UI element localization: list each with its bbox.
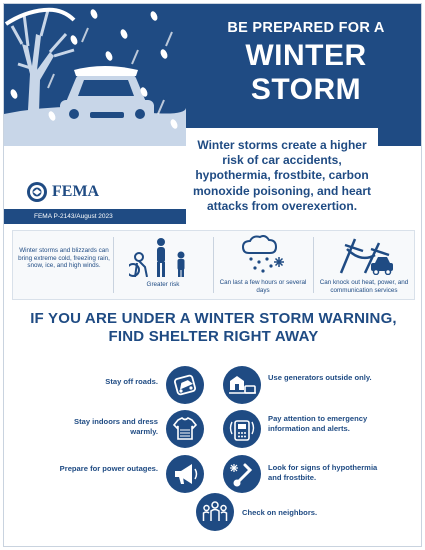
- title-line-1: BE PREPARED FOR A: [227, 20, 385, 36]
- risk-strip: [12, 230, 415, 300]
- action-label: Look for signs of hypothermia and frostbite.: [268, 463, 378, 482]
- risk-item-outages: [315, 231, 413, 299]
- risk-label: Can knock out heat, power, and communication services: [319, 279, 409, 294]
- warning-headline: [4, 310, 422, 346]
- megaphone-icon: [166, 455, 204, 493]
- action-label: Stay off roads.: [105, 377, 158, 386]
- thermometer-icon: [223, 455, 261, 493]
- action-label: Prepare for power outages.: [59, 464, 158, 473]
- neighbors-icon: [196, 493, 234, 531]
- risk-item-duration: [215, 231, 311, 299]
- risk-item-greater-risk: [115, 231, 211, 299]
- fema-wordmark: FEMA: [52, 183, 100, 200]
- divider: [113, 237, 114, 293]
- action-label: Stay indoors and dress warmly.: [74, 417, 158, 436]
- headline-line-2: FIND SHELTER RIGHT AWAY: [108, 328, 319, 345]
- risk-label: Winter storms and blizzards can bring extreme cold, freezing rain, snow, ice, and high winds.: [18, 247, 110, 269]
- action-label: Pay attention to emergency information and alerts.: [268, 414, 368, 433]
- header-banner: [4, 4, 422, 146]
- action-label: Use generators outside only.: [268, 373, 372, 382]
- publication-bar: [4, 209, 186, 224]
- risk-label: Can last a few hours or several days: [219, 279, 307, 294]
- divider: [313, 237, 314, 293]
- downed-lines-icon: [331, 235, 397, 275]
- car-icon: [166, 366, 204, 404]
- people-icon: [129, 237, 197, 277]
- sweater-icon: [166, 410, 204, 448]
- publication-number: FEMA P-2143/August 2023: [34, 213, 113, 220]
- generator-icon: [223, 366, 261, 404]
- intro-text: Winter storms create a higher risk of car accidents, hypothermia, frostbite, carbon monoxide poisoning, and heart attacks from overexertion.: [186, 128, 378, 224]
- snow-cloud-icon: [241, 235, 285, 275]
- fema-logo: [26, 180, 136, 204]
- winter-scene-illustration: [4, 4, 186, 146]
- radio-icon: [223, 410, 261, 448]
- poster: [3, 3, 422, 547]
- risk-label: Greater risk: [146, 281, 180, 288]
- headline-line-1: IF YOU ARE UNDER A WINTER STORM WARNING,: [30, 310, 397, 327]
- risk-item-weather: [17, 231, 111, 299]
- title-line-3: STORM: [250, 73, 362, 106]
- divider: [213, 237, 214, 293]
- title-line-2: WINTER: [245, 39, 367, 72]
- action-label: Check on neighbors.: [242, 508, 318, 517]
